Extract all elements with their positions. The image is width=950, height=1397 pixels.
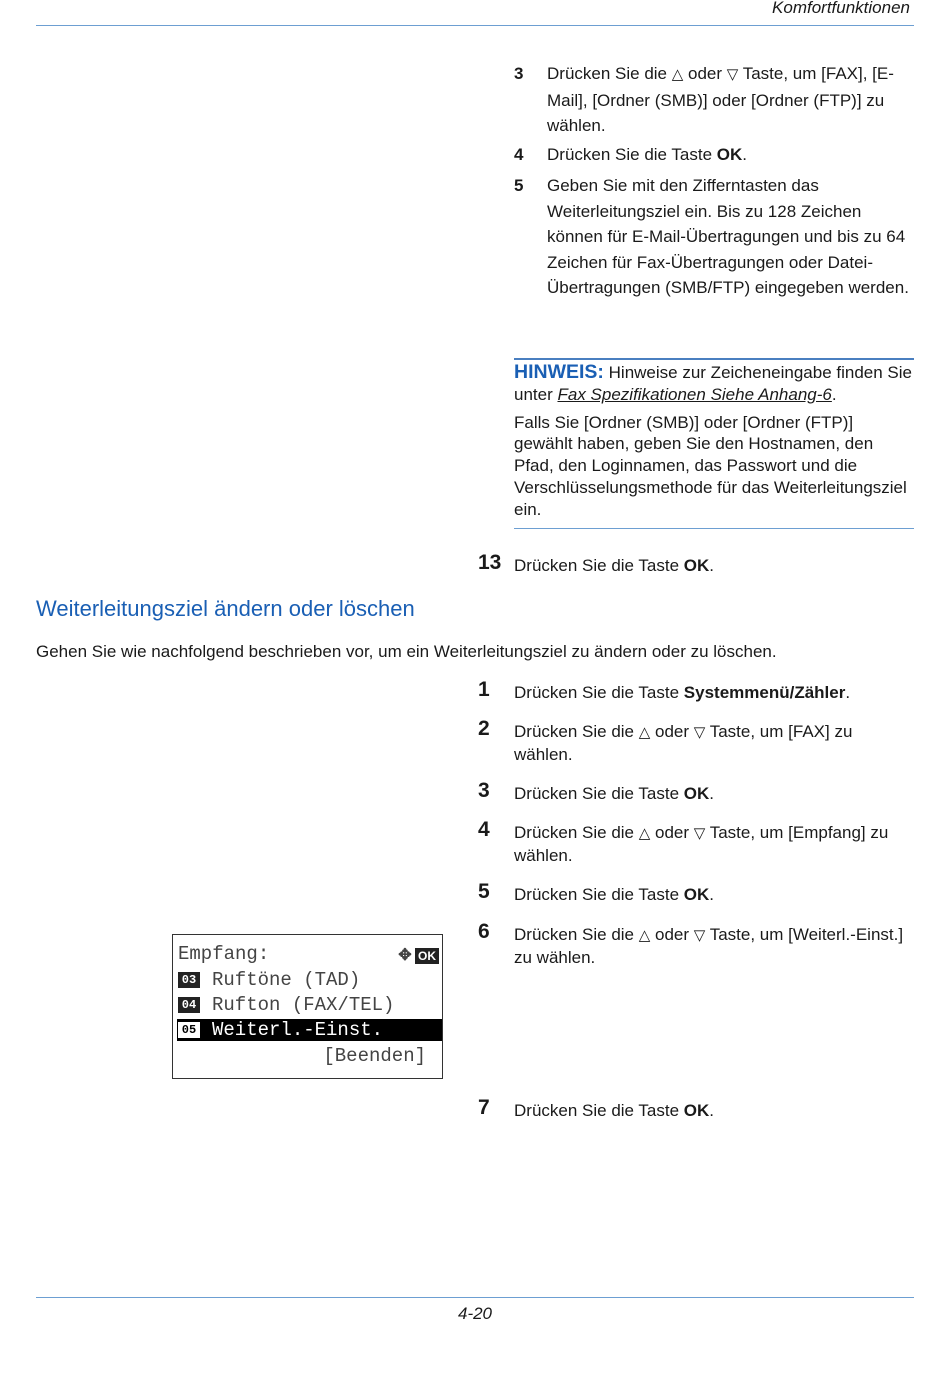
step-text: oder — [650, 823, 694, 842]
down-arrow-icon: ▽ — [693, 724, 706, 741]
step-text: Drücken Sie die Taste — [514, 1101, 684, 1120]
note-link[interactable]: Fax Spezifikationen Siehe Anhang-6 — [557, 384, 832, 404]
header-rule — [36, 25, 914, 26]
step-text: . — [709, 784, 715, 803]
ok-icon: OK — [415, 948, 439, 964]
note-paragraph: Falls Sie [Ordner (SMB)] oder [Ordner (FTP)] gewählt haben, geben Sie den Hostnamen, den Pfad, den Loginnamen, das Passwort und die Verschlüsselungsmethode für das Weiterleitungsziel ein. — [514, 412, 907, 519]
step-6 — [478, 920, 914, 969]
note-box — [514, 362, 914, 521]
up-arrow-icon: △ — [638, 724, 651, 741]
up-arrow-icon: △ — [638, 825, 651, 842]
section-heading: Weiterleitungsziel ändern oder löschen — [36, 596, 415, 621]
step-text: . — [709, 885, 715, 904]
lcd-menu-item — [178, 969, 360, 991]
step-number: 4 — [478, 818, 490, 841]
step-number: 6 — [478, 920, 490, 943]
item-number-icon: 04 — [178, 997, 200, 1013]
step-text: Drücken Sie die Taste — [547, 145, 717, 164]
key-name: OK — [683, 1101, 710, 1120]
key-name: OK — [683, 556, 710, 575]
substep-5 — [514, 173, 914, 301]
step-13 — [478, 551, 914, 577]
substep-3 — [514, 61, 914, 139]
item-number-icon: 03 — [178, 972, 200, 988]
note-text: Hinweise zur Zeicheneingabe finden Sie unter — [514, 363, 912, 404]
lcd-title: Empfang: — [178, 943, 270, 965]
down-arrow-icon: ▽ — [693, 825, 706, 842]
nav-ok-icon — [398, 945, 439, 965]
step-text: oder — [683, 64, 727, 83]
step-text: oder — [650, 722, 694, 741]
step-number: 2 — [478, 717, 490, 740]
key-name: OK — [716, 145, 743, 164]
step-number: 1 — [478, 678, 490, 701]
step-number: 3 — [478, 779, 490, 802]
step-text: Drücken Sie die Taste — [514, 784, 684, 803]
lcd-item-label: Rufton (FAX/TEL) — [212, 994, 395, 1016]
step-text: . — [742, 145, 748, 164]
page-number: 4-20 — [457, 1304, 493, 1323]
note-text: . — [831, 384, 837, 404]
step-2 — [478, 717, 914, 766]
lcd-item-label: Ruftöne (TAD) — [212, 969, 361, 991]
nav-arrows-icon: ✥ — [398, 947, 412, 964]
step-text: Drücken Sie die Taste — [514, 683, 684, 702]
step-text: Taste, um [Weiterl.-Einst.] zu wählen. — [514, 925, 904, 967]
step-text: Drücken Sie die — [514, 722, 639, 741]
step-5 — [478, 880, 914, 906]
key-name: OK — [683, 784, 710, 803]
lcd-item-label: Weiterl.-Einst. — [212, 1019, 384, 1041]
up-arrow-icon: △ — [638, 927, 651, 944]
lcd-softkey: [Beenden] — [323, 1045, 426, 1067]
lcd-menu-item-selected — [177, 1019, 442, 1041]
step-text: oder — [650, 925, 694, 944]
note-bottom-rule — [514, 528, 914, 529]
step-number: 5 — [478, 880, 490, 903]
step-text: . — [845, 683, 851, 702]
down-arrow-icon: ▽ — [693, 927, 706, 944]
step-text: Taste, um [FAX], [E-Mail], [Ordner (SMB)] oder [Ordner (FTP)] zu wählen. — [547, 64, 894, 135]
key-name: Systemmenü/Zähler — [683, 683, 846, 702]
step-number: 13 — [478, 551, 502, 574]
step-7 — [478, 1096, 914, 1122]
substep-number: 4 — [514, 145, 524, 164]
substep-number: 5 — [514, 176, 524, 195]
substep-4 — [514, 142, 914, 168]
note-keyword: HINWEIS: — [514, 361, 604, 383]
lcd-screen — [172, 934, 443, 1079]
step-text: Geben Sie mit den Zifferntasten das Weiterleitungsziel ein. Bis zu 128 Zeichen können für E-Mail-Übertragungen und bis zu 64 Zeichen für Fax-Übertragungen oder Datei-Übertragungen (SMB/FTP) eingegeben werden. — [547, 176, 909, 297]
step-text: Drücken Sie die Taste — [514, 885, 684, 904]
key-name: OK — [683, 885, 710, 904]
header-title: Komfortfunktionen — [772, 0, 910, 17]
substep-number: 3 — [514, 64, 524, 83]
lcd-menu-item — [178, 994, 394, 1016]
section-intro: Gehen Sie wie nachfolgend beschrieben vor, um ein Weiterleitungsziel zu ändern oder zu löschen. — [36, 642, 777, 661]
note-top-rule — [514, 358, 914, 360]
step-text: Taste, um [FAX] zu wählen. — [514, 722, 853, 764]
step-text: . — [709, 1101, 715, 1120]
step-text: Drücken Sie die Taste — [514, 556, 684, 575]
step-number: 7 — [478, 1096, 490, 1119]
step-text: . — [709, 556, 715, 575]
step-text: Drücken Sie die — [514, 823, 639, 842]
footer-rule — [36, 1297, 914, 1298]
item-number-icon: 05 — [178, 1022, 200, 1038]
up-arrow-icon: △ — [671, 66, 684, 83]
down-arrow-icon: ▽ — [726, 66, 739, 83]
step-text: Drücken Sie die — [514, 925, 639, 944]
step-3 — [478, 779, 914, 805]
step-text: Drücken Sie die — [547, 64, 672, 83]
step-1 — [478, 678, 914, 704]
step-4 — [478, 818, 914, 867]
step-text: Taste, um [Empfang] zu wählen. — [514, 823, 889, 865]
